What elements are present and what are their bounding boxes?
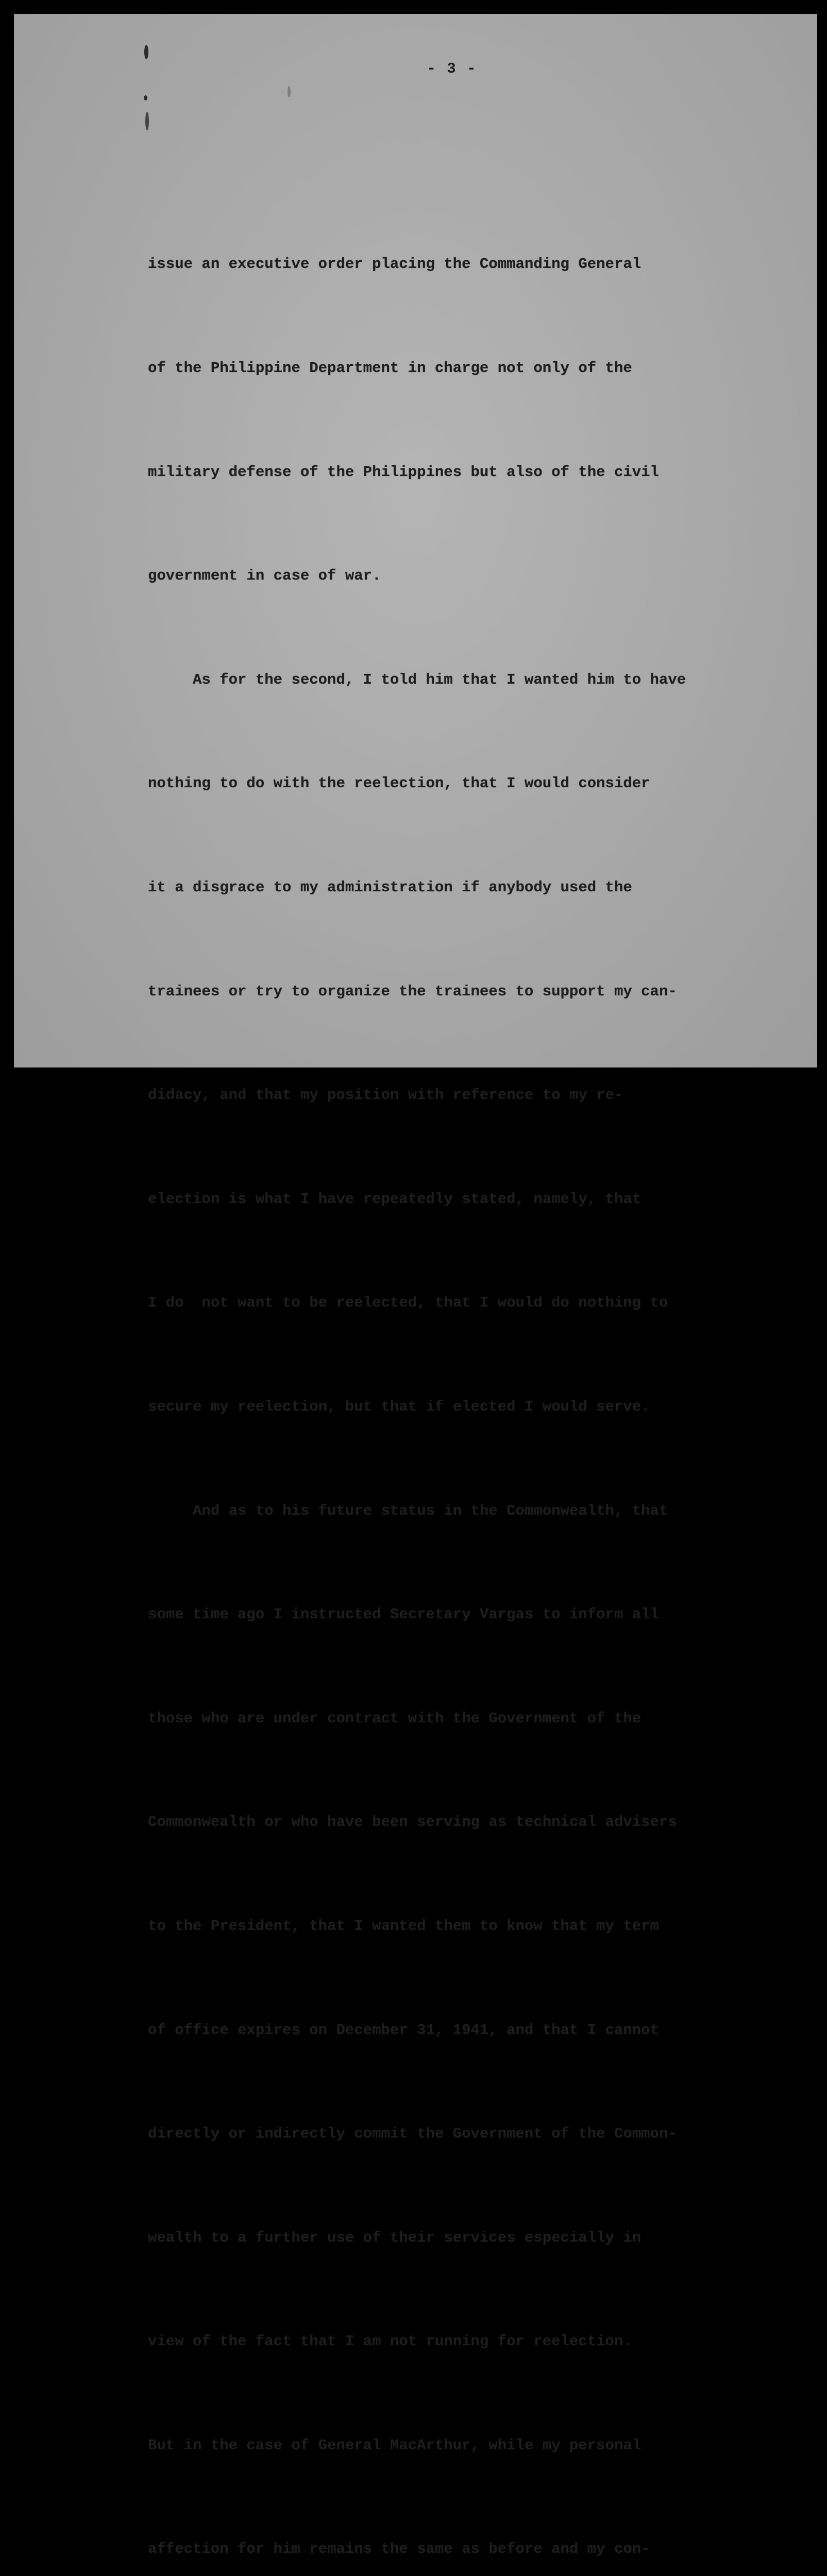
text-line: trainees or try to organize the trainees to support my can-: [148, 982, 677, 1000]
text-line: election is what I have repeatedly stated, namely, that: [148, 1190, 642, 1208]
document-page: [14, 14, 817, 2558]
letter-body: [148, 178, 766, 2576]
text-line: to the President, that I wanted them to know that my term: [148, 1917, 659, 1935]
page-number: - 3 -: [427, 60, 477, 77]
text-line: of office expires on December 31, 1941, and that I cannot: [148, 2021, 659, 2039]
text-line: secure my reelection, but that if elected I would serve.: [148, 1398, 650, 1415]
text-line: wealth to a further use of their services especially in: [148, 2229, 642, 2246]
margin-mark: [288, 86, 291, 97]
margin-mark: [144, 45, 148, 59]
text-line: affection for him remains the same as before and my con-: [148, 2540, 650, 2558]
text-line: military defense of the Philippines but also of the civil: [148, 463, 659, 481]
text-line: those who are under contract with the Government of the: [148, 1709, 642, 1727]
text-line: And as to his future status in the Commonwealth, that: [148, 1502, 668, 1519]
text-line: government in case of war.: [148, 567, 381, 585]
text-line: As for the second, I told him that I wanted him to have: [148, 671, 686, 688]
text-line: of the Philippine Department in charge not only of the: [148, 360, 632, 377]
text-line: directly or indirectly commit the Government of the Common-: [148, 2125, 677, 2143]
text-line: I do not want to be reelected, that I would do nothing to: [148, 1294, 668, 1312]
text-line: Commonwealth or who have been serving as technical advisers: [148, 1814, 677, 1831]
text-line: it a disgrace to my administration if anybody used the: [148, 878, 632, 896]
text-line: But in the case of General MacArthur, while my personal: [148, 2436, 642, 2454]
text-line: some time ago I instructed Secretary Vargas to inform all: [148, 1606, 659, 1623]
text-line: didacy, and that my position with reference to my re-: [148, 1087, 623, 1104]
text-line: issue an executive order placing the Commanding General: [148, 256, 642, 273]
margin-mark: [144, 95, 147, 100]
text-line: view of the fact that I am not running for reelection.: [148, 2333, 632, 2350]
text-line: nothing to do with the reelection, that I would consider: [148, 775, 650, 792]
margin-mark: [145, 112, 149, 130]
